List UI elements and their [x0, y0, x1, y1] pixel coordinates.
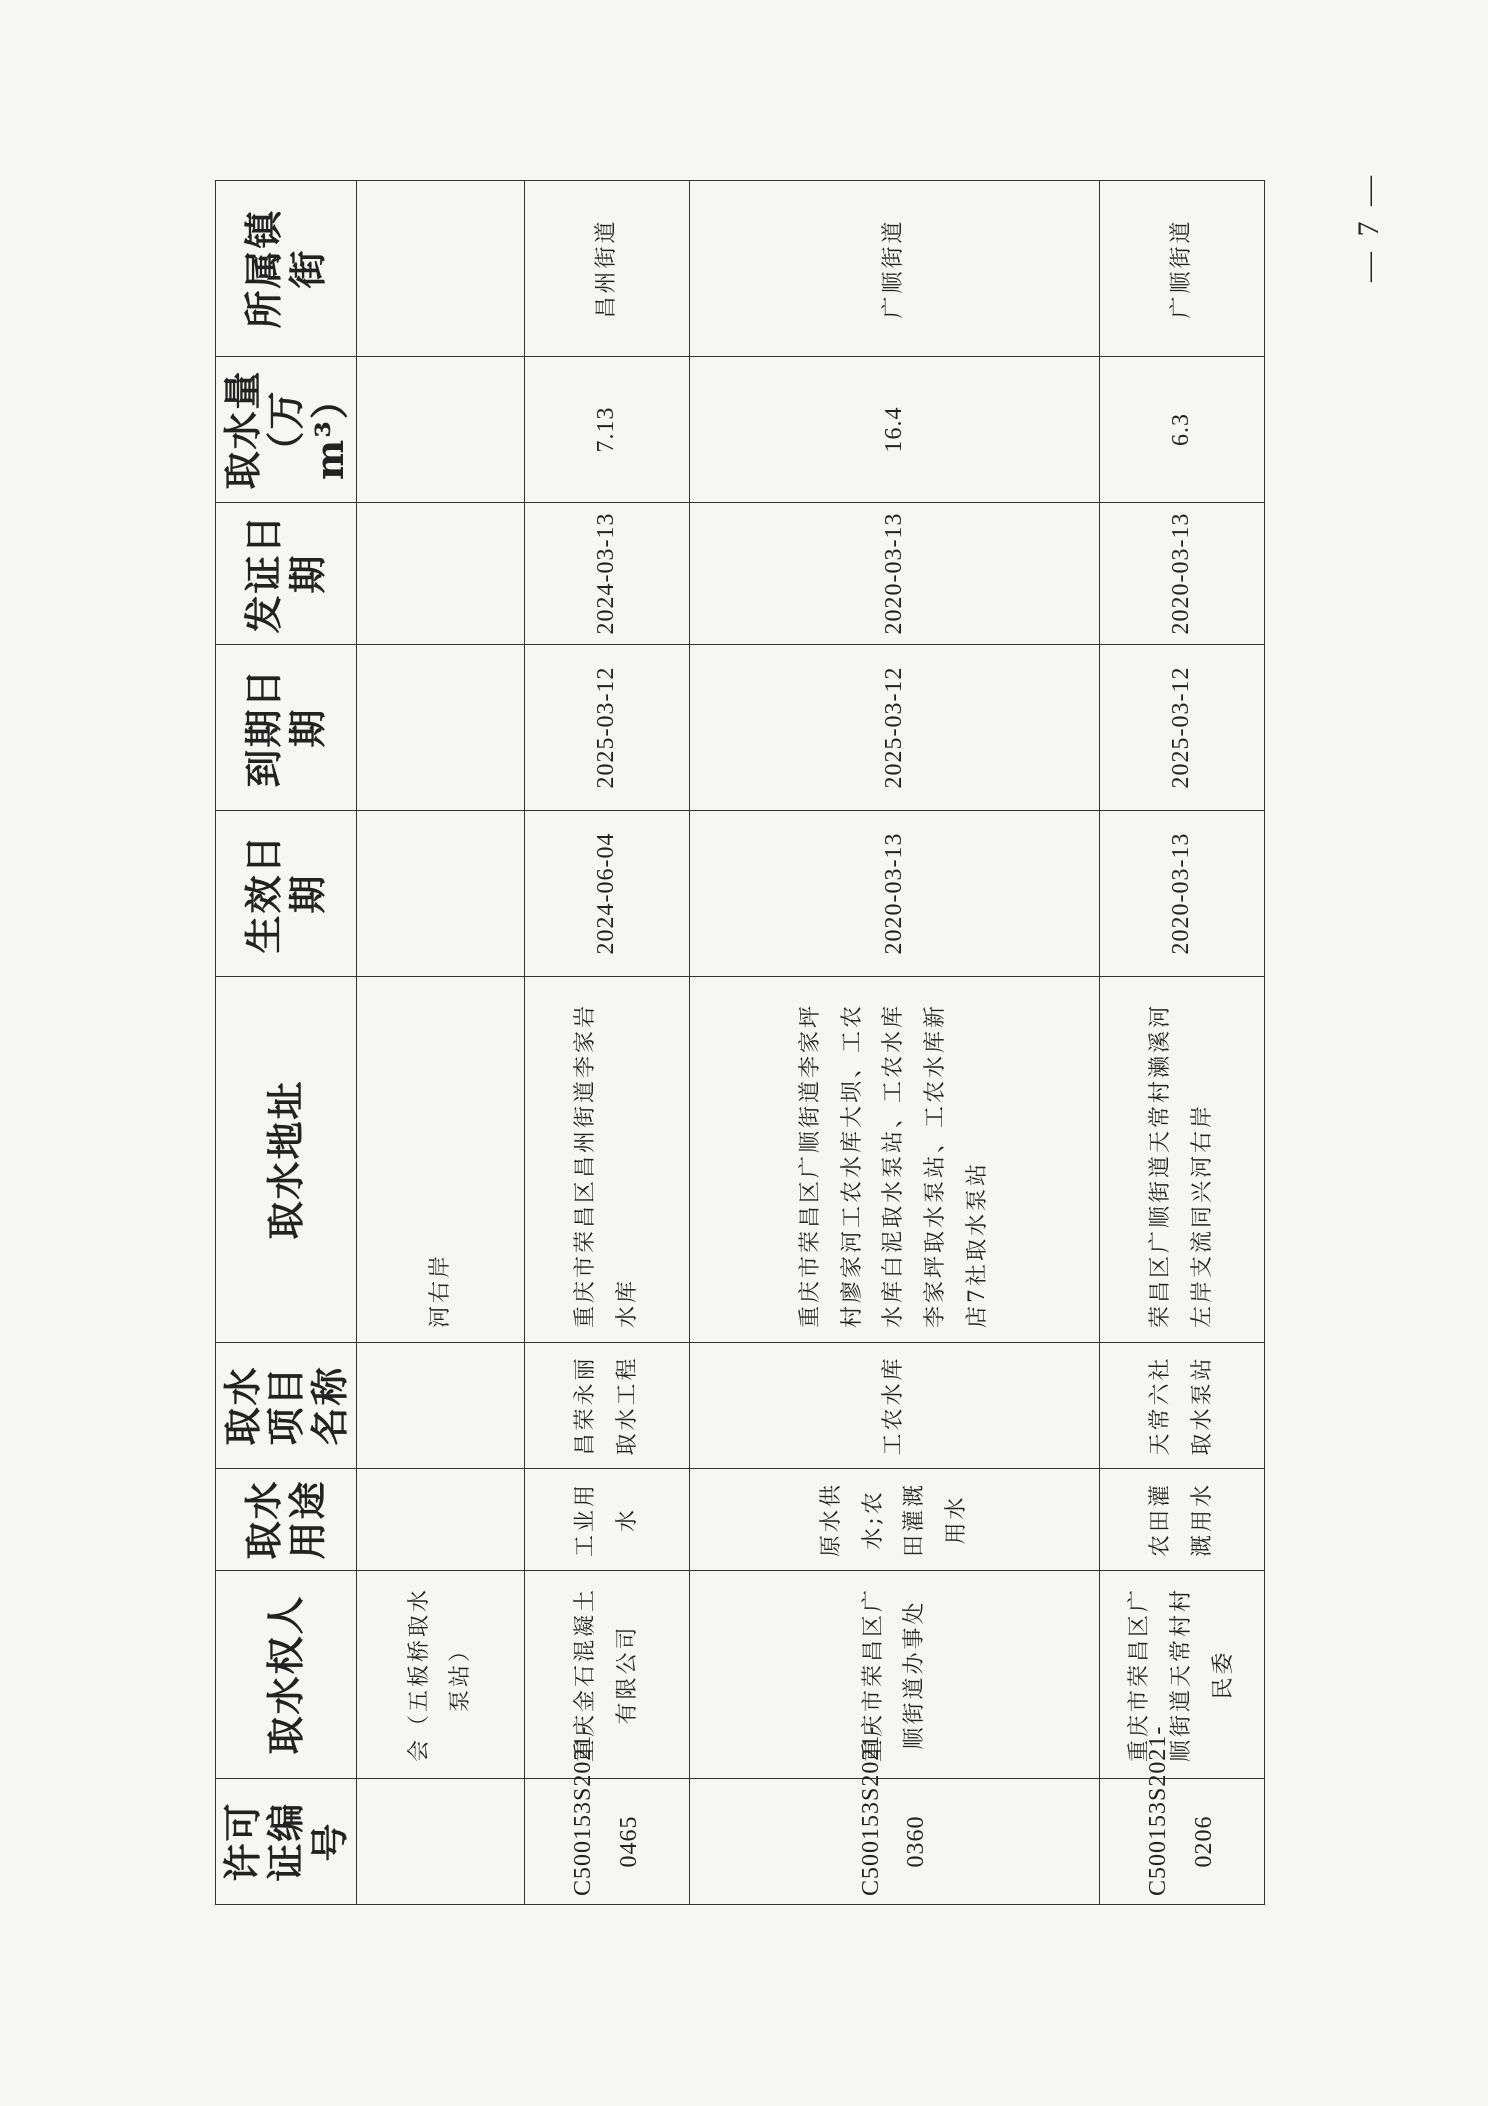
- holder-cell: 重庆市荣昌区广顺街道天常村村民委: [1099, 1571, 1264, 1779]
- town-cell: [357, 181, 524, 357]
- header-holder: 取水权人: [216, 1571, 357, 1779]
- header-effective: 生效日期: [216, 811, 357, 977]
- table-row: [1099, 181, 1264, 1905]
- volume-cell: [357, 357, 524, 503]
- holder-cell: 重庆金石混凝土有限公司: [524, 1571, 689, 1779]
- expiry-cell: 2025-03-12: [1099, 645, 1264, 811]
- effective-cell: 2020-03-13: [690, 811, 1099, 977]
- page-number: — 7 —: [1352, 172, 1385, 282]
- address-cell: 重庆市荣昌区昌州街道李家岩水库: [524, 977, 689, 1343]
- expiry-cell: [357, 645, 524, 811]
- issue-cell: 2024-03-13: [524, 503, 689, 645]
- header-address: 取水地址: [216, 977, 357, 1343]
- license-no-cell: C500153S2021-0360: [690, 1779, 1099, 1905]
- water-permit-table: [215, 180, 1265, 1905]
- town-cell: 昌州街道: [524, 181, 689, 357]
- project-cell: 昌荣永丽取水工程: [524, 1343, 689, 1469]
- expiry-cell: 2025-03-12: [524, 645, 689, 811]
- header-row: [216, 181, 357, 1905]
- project-cell: 工农水库: [690, 1343, 1099, 1469]
- header-use: 取水用途: [216, 1469, 357, 1571]
- header-expiry: 到期日期: [216, 645, 357, 811]
- volume-cell: 7.13: [524, 357, 689, 503]
- issue-cell: 2020-03-13: [690, 503, 1099, 645]
- use-cell: 农田灌溉用水: [1099, 1469, 1264, 1571]
- project-cell: [357, 1343, 524, 1469]
- table-row: [524, 181, 689, 1905]
- license-no-cell: C500153S2021-0465: [524, 1779, 689, 1905]
- issue-cell: 2020-03-13: [1099, 503, 1264, 645]
- holder-cell: 重庆市荣昌区广顺街道办事处: [690, 1571, 1099, 1779]
- effective-cell: [357, 811, 524, 977]
- effective-cell: 2024-06-04: [524, 811, 689, 977]
- header-project: 取水项目名称: [216, 1343, 357, 1469]
- effective-cell: 2020-03-13: [1099, 811, 1264, 977]
- header-volume: 取水量（万m³）: [216, 357, 357, 503]
- header-issue: 发证日期: [216, 503, 357, 645]
- table-row: [690, 181, 1099, 1905]
- header-license-no: 许可证编号: [216, 1779, 357, 1905]
- license-no-cell: [357, 1779, 524, 1905]
- license-no-cell: C500153S2021-0206: [1099, 1779, 1264, 1905]
- project-cell: 天常六社取水泵站: [1099, 1343, 1264, 1469]
- holder-cell: 会（五板桥取水泵站）: [357, 1571, 524, 1779]
- issue-cell: [357, 503, 524, 645]
- volume-cell: 6.3: [1099, 357, 1264, 503]
- town-cell: 广顺街道: [1099, 181, 1264, 357]
- address-cell: 河右岸: [357, 977, 524, 1343]
- volume-cell: 16.4: [690, 357, 1099, 503]
- expiry-cell: 2025-03-12: [690, 645, 1099, 811]
- address-cell: 荣昌区广顺街道天常村濑溪河左岸支流同兴河右岸: [1099, 977, 1264, 1343]
- rotated-table-container: [215, 181, 1265, 1905]
- address-cell: 重庆市荣昌区广顺街道李家坪村廖家河工农水库大坝、工农水库白泥取水泵站、工农水库李家坪取水泵站、工农水库新店7社取水泵站: [690, 977, 1099, 1343]
- use-cell: 原水供水;农田灌溉用水: [690, 1469, 1099, 1571]
- use-cell: [357, 1469, 524, 1571]
- header-town: 所属镇街: [216, 181, 357, 357]
- use-cell: 工业用水: [524, 1469, 689, 1571]
- town-cell: 广顺街道: [690, 181, 1099, 357]
- table-row: [357, 181, 524, 1905]
